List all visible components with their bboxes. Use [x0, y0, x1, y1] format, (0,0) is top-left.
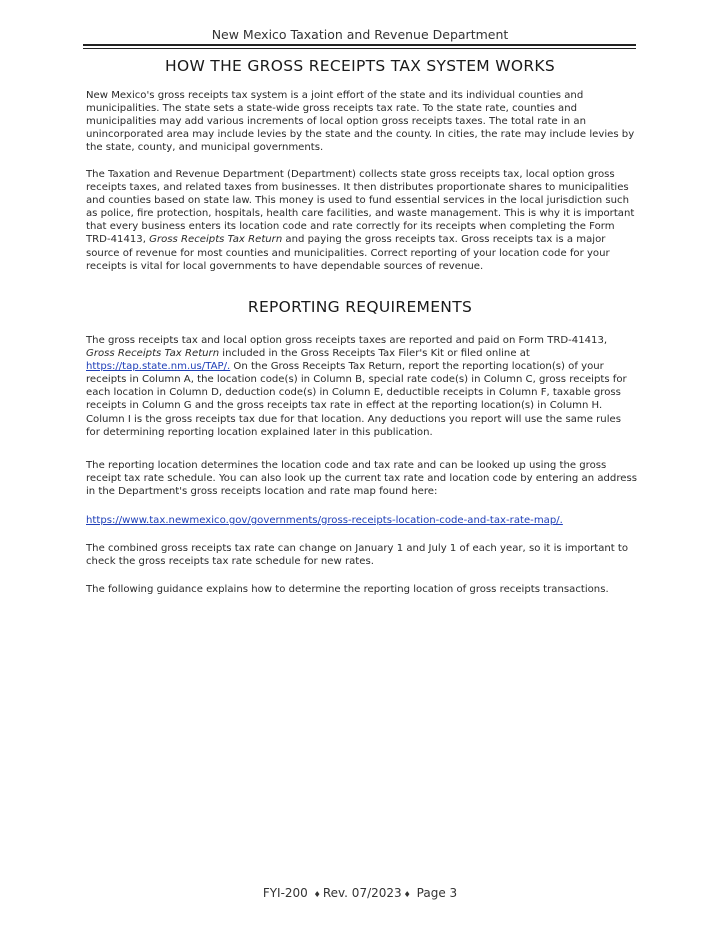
paragraph-location: The reporting location determines the location code and tax rate and can be looked up using the gross receipt tax rate schedule. You can also look up the current tax rate and location code by entering an address in the Department's gross receipts location and rate map found here: [86, 460, 637, 498]
header-rule-thick [83, 44, 636, 46]
paragraph-map-link [86, 514, 638, 527]
form-name-italic: Gross Receipts Tax Return [149, 234, 283, 246]
paragraph-text: The Taxation and Revenue Department (Department) collects state gross receipts tax, local option gross receipts taxes, and related taxes from businesses. It then distributes proportionate shares to municipalities and counties based on state law. This money is used to fund essential services in the local jurisdiction such as police, fire protection, hospitals, health care facilities, and waste management. This is why it is important that every business enters its location code and rate correctly for its receipts when completing the Form TRD-41413, [86, 169, 635, 246]
diamond-separator-icon: ♦ [313, 890, 321, 899]
form-name-italic: Gross Receipts Tax Return [86, 348, 220, 360]
paragraph-text: The gross receipts tax and local option gross receipts taxes are reported and paid on Form TRD-41413, [86, 335, 608, 346]
diamond-separator-icon: ♦ [403, 890, 411, 899]
rate-map-link[interactable]: https://www.tax.newmexico.gov/governments/gross-receipts-location-code-and-tax-rate-map/. [86, 515, 563, 526]
page-header: New Mexico Taxation and Revenue Department [211, 27, 509, 42]
section-title-reporting: REPORTING REQUIREMENTS [247, 298, 473, 316]
section-title-how-it-works: HOW THE GROSS RECEIPTS TAX SYSTEM WORKS [165, 57, 555, 75]
paragraph-guidance: The following guidance explains how to determine the reporting location of gross receipts transactions. [86, 584, 609, 595]
footer-page-number: Page 3 [416, 886, 458, 900]
footer-revision: Rev. 07/2023 [322, 886, 402, 900]
paragraph-reporting [86, 334, 638, 439]
tap-link[interactable]: https://tap.state.nm.us/TAP/. [86, 361, 231, 373]
paragraph-department [86, 168, 638, 273]
footer-form: FYI-200 [262, 886, 308, 900]
paragraph-intro: New Mexico's gross receipts tax system is a joint effort of the state and its individual counties and municipalities. The state sets a state-wide gross receipts tax rate. To the state rate, counties and municipalities may add various increments of local option gross receipts taxes. The total rate in an unincorporated area may include levies by the state and the county. In cities, the rate may include levies by the state, county, and municipal governments. [86, 90, 635, 154]
paragraph-rate-change: The combined gross receipts tax rate can change on January 1 and July 1 of each year, so it is important to check the gross receipts tax rate schedule for new rates. [86, 543, 629, 568]
page-footer [0, 886, 720, 900]
paragraph-text: On the Gross Receipts Tax Return, report the reporting location(s) of your receipts in Column A, the location code(s) in Column B, special rate code(s) in Column C, gross receipts for each location in Column D, deduction code(s) in Column E, deductible receipts in Column F, taxable gross receipts in Column G and the gross receipts tax rate in effect at the reporting location(s) in Column H. Column I is the gross receipts tax due for that location. Any deductions you report will use the same rules for determining reporting location explained later in this publication. [86, 361, 627, 438]
paragraph-text: and paying the gross receipts tax. Gross receipts tax is a major source of revenue for most counties and municipalities. Correct reporting of your location code for your receipts is vital for local governments to have dependable sources of revenue. [86, 234, 610, 272]
paragraph-text: included in the Gross Receipts Tax Filer's Kit or filed online at [219, 348, 530, 360]
header-rule-thin [83, 48, 636, 49]
